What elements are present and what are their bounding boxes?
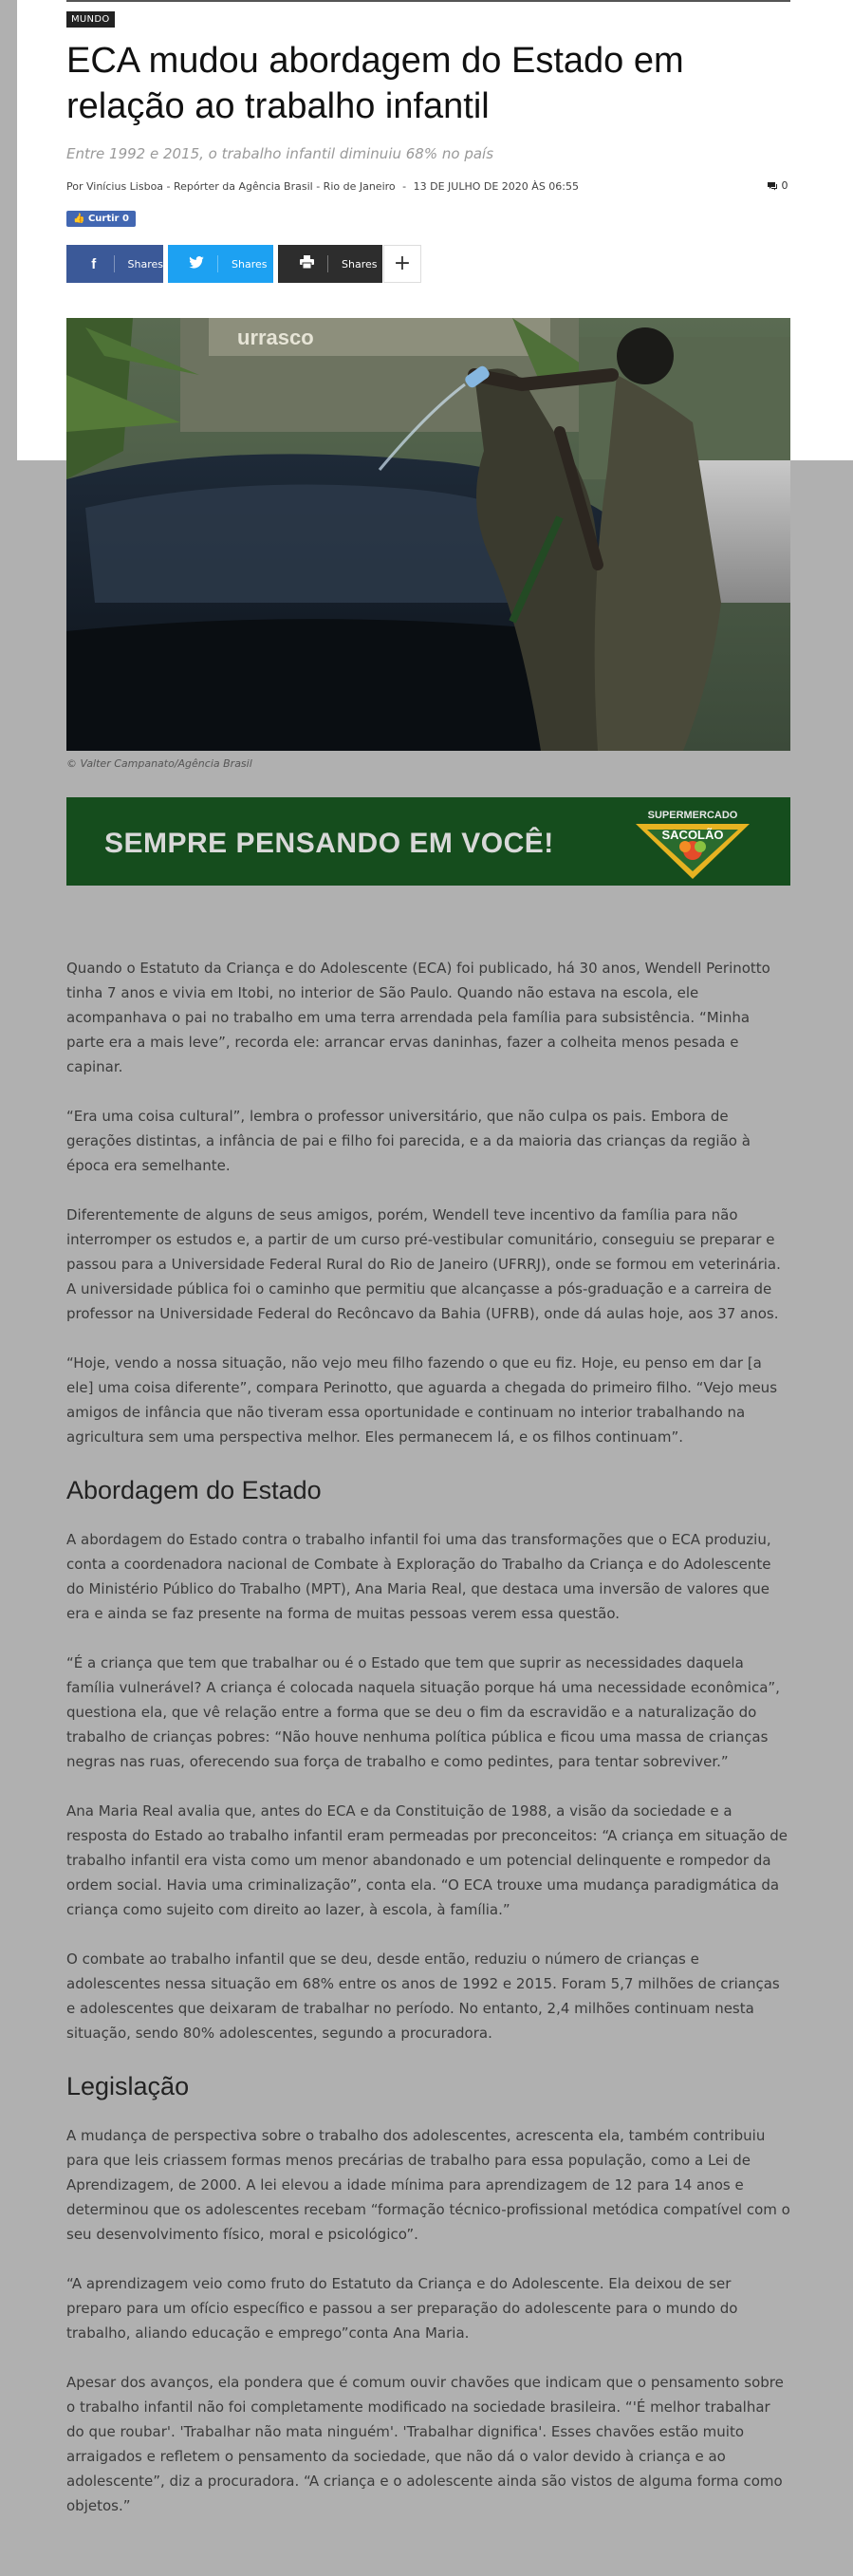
share-twitter-button[interactable] [168,245,273,283]
byline-prefix: Por [66,180,83,193]
paragraph: Ana Maria Real avalia que, antes do ECA e da Constituição de 1988, a visão da sociedade e a resposta do Estado ao trabalho infantil eram permeadas por preconceitos: “A criança em situação de trabalho infantil era vista como um menor abandonado e um potencial delinquente e rompedor da ordem social. Havia uma criminalização”, conta ela. “O ECA trouxe uma mudança paradigmática da criança como sujeito com direito ao lazer, à escola, à família.” [66,1802,788,1918]
category-badge[interactable]: MUNDO [66,11,115,28]
button-divider [217,255,218,272]
share-twitter-label: Shares [232,257,268,271]
paragraph: O combate ao trabalho infantil que se deu, desde então, reduziu o número de crianças e adolescentes nessa situação em 68% entre os anos de 1992 e 2015. Foram 5,7 milhões de crianças e adolescentes que deixaram de trabalhar no período. No entanto, 2,4 milhões continuam nesta situação, sendo 80% adolescentes, segundo a procuradora. [66,1951,780,2042]
article-body [66,956,790,2543]
supermarket-logo [626,805,759,881]
more-share-button[interactable]: + [383,245,421,283]
publish-date: 13 DE JULHO DE 2020 ÀS 06:55 [413,180,579,193]
byline-separator: - [402,180,407,193]
paragraph: Apesar dos avanços, ela pondera que é comum ouvir chavões que indicam que o pensamento sobre o trabalho infantil não foi completamente modificado na sociedade brasileira. “'É melhor trabalhar do que roubar'. 'Trabalhar não mata ninguém'. 'Trabalhar dignifica'. Esses chavões estão muito arraigados e refletem o pensamento da sociedade, que não dá o valor devido à criança e ao adolescente”, diz a procuradora. “A criança e o adolescente ainda são vistos de alguma forma como objetos.” [66,2374,784,2514]
article-subtitle: Entre 1992 e 2015, o trabalho infantil diminuiu 68% no país [66,145,494,162]
paragraph: A abordagem do Estado contra o trabalho infantil foi uma das transformações que o ECA produziu, conta a coordenadora nacional de Combate à Exploração do Trabalho da Criança e do Adolescente do Ministério Público do Trabalho (MPT), Ana Maria Real, que destaca uma inversão de valores que era e ainda se faz presente na forma de muitas pessoas verem essa questão. [66,1531,771,1622]
share-facebook-label: Shares [127,257,163,271]
button-divider [327,255,328,272]
author-link[interactable]: Vinícius Lisboa - Repórter da Agência Brasil - Rio de Janeiro [86,180,396,193]
paragraph: “A aprendizagem veio como fruto do Estatuto da Criança e do Adolescente. Ela deixou de ser preparo para um ofício específico e passou a ser preparação do adolescente para o mundo do trabalho, aliando educação e emprego”conta Ana Maria. [66,2275,738,2342]
share-print-label: Shares [342,257,378,271]
share-facebook-button[interactable] [66,245,163,283]
like-label: Curtir 0 [87,214,129,224]
section-heading: Abordagem do Estado [66,1476,322,1504]
twitter-icon [185,255,208,272]
photo-caption: © Valter Campanato/Agência Brasil [66,757,252,770]
comment-count-link[interactable] [767,179,788,192]
banner-slogan: SEMPRE PENSANDO EM VOCÊ! [104,828,554,859]
print-icon [295,255,318,272]
facebook-like-button[interactable] [66,211,136,227]
logo-name-text: SACOLÃO [661,828,724,842]
button-divider [114,255,115,272]
paragraph: Quando o Estatuto da Criança e do Adolescente (ECA) foi publicado, há 30 anos, Wendell Perinotto tinha 7 anos e vivia em Itobi, no interior de São Paulo. Quando não estava na escola, ele acompanhava o pai no trabalho em uma terra arrendada pela família para subsistência. “Minha parte era a mais leve”, recorda ele: arrancar ervas daninhas, fazer a colheita menos pesada e capinar. [66,960,770,1075]
article-title: ECA mudou abordagem do Estado em relação ao trabalho infantil [66,41,684,126]
paragraph: “É a criança que tem que trabalhar ou é o Estado que tem que suprir as necessidades daquela família vulnerável? A criança é colocada naquela situação porque há uma necessidade econômica”, questiona ela, que vê relação entre a forma que se deu o fim da escravidão e a naturalização do trabalho de crianças pobres: “Não houve nenhuma política pública e ficou uma massa de crianças negras nas ruas, oferecendo sua força de trabalho e como pedintes, para tentar sobreviver.” [66,1654,780,1770]
share-print-button[interactable] [278,245,382,283]
logo-top-text: SUPERMERCADO [647,810,738,821]
sign-text: urrasco [237,326,314,349]
thumbs-up-icon: 👍 [73,214,85,224]
top-divider [66,0,790,2]
comment-count: 0 [781,179,788,192]
paragraph: Diferentemente de alguns de seus amigos, porém, Wendell teve incentivo da família para não interromper os estudos e, a partir de um curso pré-vestibular comunitário, conseguiu se preparar e passou para a Universidade Federal Rural do Rio de Janeiro (UFRRJ), onde se formou em veterinária. A universidade pública foi o caminho que permitiu que alcançasse a pós-graduação e a carreira de professor na Universidade Federal do Recôncavo da Bahia (UFRB), onde dá aulas hoje, aos 37 anos. [66,1206,781,1322]
section-heading: Legislação [66,2072,190,2100]
comment-icon [767,181,778,191]
paragraph: A mudança de perspectiva sobre o trabalho dos adolescentes, acrescenta ela, também contribuiu para que leis criassem formas menos precárias de trabalho para essa população, como a Lei de Aprendizagem, de 2000. A lei elevou a idade mínima para aprendizagem de 12 para 14 anos e determinou que os adolescentes recebam “formação técnico-profissional metódica compatível com o seu desenvolvimento físico, moral e psicológico”. [66,2127,790,2243]
ad-banner[interactable] [66,797,790,886]
paragraph: “Hoje, vendo a nossa situação, não vejo meu filho fazendo o que eu fiz. Hoje, eu penso em dar [a ele] uma coisa diferente”, compara Perinotto, que aguarda a chegada do primeiro filho. “Vejo meus amigos de infância que não tiveram essa oportunidade e continuam no interior trabalhando na agricultura sem uma perspectiva melhor. Eles permanecem lá, e os filhos continuam”. [66,1354,778,1446]
byline [66,180,579,193]
facebook-icon: f [91,255,97,272]
featured-image [66,318,790,751]
paragraph: “Era uma coisa cultural”, lembra o professor universitário, que não culpa os pais. Embora de gerações distintas, a infância de pai e filho foi parecida, e a da maioria das crianças da região à época era semelhante. [66,1108,751,1174]
featured-photo-illustration [66,318,790,751]
